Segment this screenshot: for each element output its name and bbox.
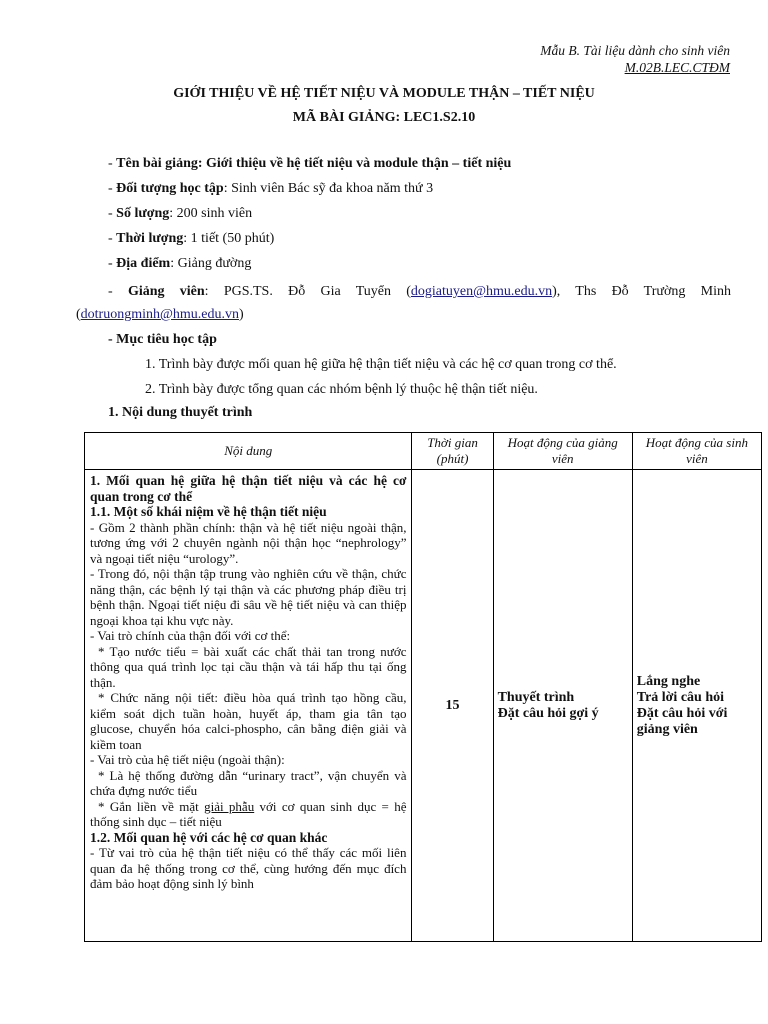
lecture-code: MÃ BÀI GIẢNG: LEC1.S2.10 [292,110,476,125]
lecturer-activity-cell [493,470,632,942]
student-activity-item: Lắng nghe [636,673,701,689]
duration-label: Thời lượng [116,231,184,246]
paragraph: - Vai trò của hệ tiết niệu (ngoài thận): [90,752,285,767]
table-row [85,470,762,942]
heading-1: 1. Mối quan hệ giữa hệ thận tiết niệu và các hệ cơ quan trong cơ thể [90,473,407,504]
lecturer-activity-item: Thuyết trình [497,689,575,705]
count-value: : 200 sinh viên [169,206,253,221]
text-span: * Gắn liền về mặt [98,798,205,814]
paragraph: * Tạo nước tiểu = bài xuất các chất thải tan trong nước thông qua quá trình lọc tại cầu thận và tái hấp thu tại ống thận. [90,643,407,690]
document-title: GIỚI THIỆU VỀ HỆ TIẾT NIỆU VÀ MODULE THẬN – TIẾT NIỆU [173,86,595,101]
objective-2: 2. Trình bày được tổng quan các nhóm bệnh lý thuộc hệ thận tiết niệu. [145,382,538,397]
section-title: 1. Nội dung thuyết trình [108,405,253,420]
lecture-name-text: Tên bài giảng: Giới thiệu về hệ tiết niệu và module thận – tiết niệu [116,156,512,171]
lecturer-block: - Giảng viên: PGS.TS. Đỗ Gia Tuyển (dogiatuyen@hmu.edu.vn), Ths Đỗ Trường Minh (dotruongminh@hmu.edu.vn) [76,284,731,322]
underlined-text: giải phẫu [204,798,255,814]
content-table [84,432,762,942]
header-lecturer-activity: Hoạt động của giảng viên [493,433,632,470]
lecturer-email-1-link[interactable]: dogiatuyen@hmu.edu.vn [410,284,553,299]
duration: - Thời lượng: 1 tiết (50 phút) [108,231,275,246]
paragraph [90,799,406,830]
time-cell: 15 [412,470,493,942]
header-time: Thời gian (phút) [412,433,493,470]
paragraph: - Gồm 2 thành phần chính: thận và hệ tiết niệu ngoài thận, tương ứng với 2 chuyên ngành nội thận học “nephrology” và ngoại tiết niệu “urology”. [90,519,407,566]
paragraph: - Vai trò chính của thận đối với cơ thể: [90,628,291,643]
lecturer-activity-item: Đặt câu hỏi gợi ý [497,705,599,721]
audience: - Đối tượng học tập: Sinh viên Bác sỹ đa khoa năm thứ 3 [108,181,434,196]
count-label: Số lượng [116,206,170,221]
lecturer-name-2: ), Ths Đỗ Trường Minh ( [76,284,731,322]
paragraph: - Từ vai trò của hệ thận tiết niệu có thể thấy các mối liên quan đa hệ thống trong cơ thể, cùng hướng đến mục đích đảm bảo hoạt động sinh lý bình [90,845,407,891]
lecturer-name-1: : PGS.TS. Đỗ Gia Tuyển ( [204,284,411,299]
lecture-name: - Tên bài giảng: Giới thiệu về hệ tiết niệu và module thận – tiết niệu [108,156,512,171]
heading-1-1: 1.1. Một số khái niệm về hệ thận tiết niệu [90,504,327,519]
duration-value: : 1 tiết (50 phút) [183,231,275,246]
place-label: Địa điểm [116,256,171,271]
lecturer-label: Giảng viên [127,284,205,299]
text-span: với cơ quan sinh dục = hệ thống sinh dục – tiết niệu [90,798,407,829]
audience-value: : Sinh viên Bác sỹ đa khoa năm thứ 3 [223,181,434,196]
paragraph: * Là hệ thống đường dẫn “urinary tract”, vận chuyển và chứa đựng nước tiểu [90,767,407,798]
content-cell [85,470,412,942]
count: - Số lượng: 200 sinh viên [108,206,253,221]
objective-1: 1. Trình bày được mối quan hệ giữa hệ thận tiết niệu và các hệ cơ quan trong cơ thể. [145,357,617,372]
place-value: : Giảng đường [170,256,252,271]
header-student-activity: Hoạt động của sinh viên [632,433,761,470]
lecturer-close: ) [239,307,244,322]
audience-label: Đối tượng học tập [116,181,224,196]
heading-1-2: 1.2. Mối quan hệ với các hệ cơ quan khác [90,829,328,845]
paragraph: - Trong đó, nội thận tập trung vào nghiên cứu về thận, chức năng thận, các bệnh lý tại thận và các phương pháp điều trị bệnh thận. Ngoại tiết niệu đi sâu về hệ tiết niệu và can thiệp ngoại khoa tại khu vực này. [90,566,407,628]
template-label: Mẫu B. Tài liệu dành cho sinh viên [540,43,730,58]
place: - Địa điểm: Giảng đường [108,256,252,271]
header-content: Nội dung [85,433,412,470]
student-activity-item: Trả lời câu hỏi [636,689,725,705]
paragraph: * Chức năng nội tiết: điều hòa quá trình tạo hồng cầu, kiểm soát dịch tuần hoàn, huyết áp, tham gia tân tạo glucose, chuyển hóa calci-phospho, cân bằng điện giải và kiềm toan [90,690,407,752]
form-code: M.02B.LEC.CTĐM [624,60,730,75]
student-activity-cell [632,470,761,942]
student-activity-item: Đặt câu hỏi với giảng viên [636,705,728,737]
table-header-row [85,433,762,470]
lecturer-email-2-link[interactable]: dotruongminh@hmu.edu.vn [80,307,239,322]
objectives-label: - Mục tiêu học tập [108,332,217,347]
